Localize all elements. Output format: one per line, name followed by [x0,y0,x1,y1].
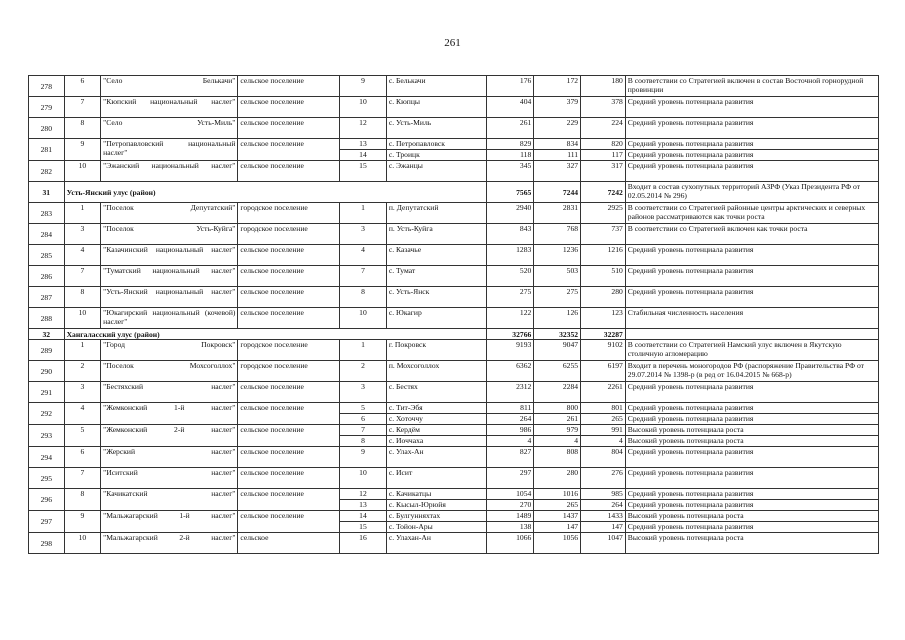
municipality-name: "Мальжагарский 2-й наслег" [101,533,238,554]
row-number: 279 [29,97,65,118]
table-row [29,340,879,361]
municipality-index: 6 [64,76,101,97]
settlement-index: 12 [340,118,387,139]
row-number: 282 [29,161,65,182]
municipality-index: 7 [64,266,101,287]
row-number: 281 [29,139,65,161]
settlement-name: п. Депутатский [386,203,486,224]
development-note: Стабильная численность населения [625,308,878,329]
population-2017: 123 [581,308,626,329]
settlement-name: с. Булгунняхтах [386,511,486,522]
page-number: 261 [444,37,461,49]
population-2016: 280 [534,468,581,489]
population-2016: 32352 [534,329,581,340]
population-2015: 176 [486,76,534,97]
settlement-name: с. Кюпцы [386,97,486,118]
municipality-name: "Жемконский 2-й наслег" [101,425,238,447]
population-2017: 6197 [581,361,626,382]
population-2015: 1066 [486,533,534,554]
population-2016: 979 [534,425,581,436]
population-2017: 147 [581,522,626,533]
population-2017: 991 [581,425,626,436]
settlement-name: г. Покровск [386,340,486,361]
municipality-type: городское поселение [238,361,340,382]
population-2016: 503 [534,266,581,287]
population-2016: 1236 [534,245,581,266]
municipality-name: "Кюпский национальный наслег" [101,97,238,118]
settlement-index: 3 [340,382,387,403]
population-2015: 7565 [486,182,534,203]
municipality-index: 10 [64,161,101,182]
settlement-name: с. Петропавловск [386,139,486,150]
district-note: Входит в состав сухопутных территорий АЗРФ (Указ Президента РФ от 02.05.2014 № 296) [625,182,878,203]
table-row [29,308,879,329]
municipality-index: 9 [64,139,101,161]
settlement-index: 3 [340,224,387,245]
population-2017: 32287 [581,329,626,340]
table-row [29,224,879,245]
municipality-index: 8 [64,118,101,139]
development-note: Средний уровень потенциала развития [625,468,878,489]
settlement-index: 9 [340,447,387,468]
table-row [29,118,879,139]
district-row [29,329,879,340]
population-2015: 2940 [486,203,534,224]
population-2017: 1047 [581,533,626,554]
population-2016: 7244 [534,182,581,203]
population-2017: 985 [581,489,626,500]
municipality-type: сельское поселение [238,489,340,511]
table-row [29,161,879,182]
table-row [29,97,879,118]
row-number: 284 [29,224,65,245]
municipality-name: "Эжанский национальный наслег" [101,161,238,182]
municipality-type: сельское поселение [238,468,340,489]
development-note: Средний уровень потенциала развития [625,118,878,139]
row-number: 287 [29,287,65,308]
development-note: Средний уровень потенциала развития [625,522,878,533]
settlement-name: с. Иоччаха [386,436,486,447]
municipality-index: 4 [64,403,101,425]
settlement-index: 8 [340,287,387,308]
development-note: Средний уровень потенциала развития [625,245,878,266]
table-row [29,287,879,308]
population-2016: 808 [534,447,581,468]
population-2015: 404 [486,97,534,118]
population-2017: 801 [581,403,626,414]
population-2016: 2831 [534,203,581,224]
row-number: 298 [29,533,65,554]
municipality-type: сельское [238,533,340,554]
development-note: Средний уровень потенциала развития [625,500,878,511]
table-row [29,533,879,554]
municipality-name: "Поселок Усть-Куйга" [101,224,238,245]
municipality-index: 2 [64,361,101,382]
table-row [29,203,879,224]
population-2015: 261 [486,118,534,139]
municipality-type: сельское поселение [238,161,340,182]
development-note: Средний уровень потенциала развития [625,161,878,182]
row-number: 280 [29,118,65,139]
settlement-index: 7 [340,425,387,436]
row-number: 283 [29,203,65,224]
table-row [29,266,879,287]
population-2015: 811 [486,403,534,414]
population-2015: 297 [486,468,534,489]
settlement-name: с. Юкагир [386,308,486,329]
settlement-name: с. Эжанцы [386,161,486,182]
population-2015: 2312 [486,382,534,403]
development-note: Высокий уровень потенциала роста [625,436,878,447]
population-2017: 117 [581,150,626,161]
district-number: 32 [29,329,65,340]
district-note [625,329,878,340]
settlement-index: 4 [340,245,387,266]
development-note: Средний уровень потенциала развития [625,266,878,287]
district-name: Хангаласский улус (район) [64,329,486,340]
population-2016: 379 [534,97,581,118]
municipality-type: городское поселение [238,224,340,245]
municipality-name: "Качикатский наслег" [101,489,238,511]
table-row [29,489,879,500]
municipality-index: 4 [64,245,101,266]
population-2017: 1216 [581,245,626,266]
municipality-index: 5 [64,425,101,447]
population-2015: 827 [486,447,534,468]
settlement-name: п. Мохсоголлох [386,361,486,382]
development-note: Высокий уровень потенциала роста [625,533,878,554]
development-note: Средний уровень потенциала развития [625,489,878,500]
population-2016: 1437 [534,511,581,522]
municipality-index: 8 [64,489,101,511]
population-2015: 345 [486,161,534,182]
table-row [29,245,879,266]
municipality-type: городское поселение [238,340,340,361]
row-number: 289 [29,340,65,361]
development-note: Высокий уровень потенциала роста [625,511,878,522]
municipality-name: "Казачинский национальный наслег" [101,245,238,266]
row-number: 286 [29,266,65,287]
settlement-name: с. Бестях [386,382,486,403]
population-2017: 510 [581,266,626,287]
population-2015: 829 [486,139,534,150]
population-2015: 9193 [486,340,534,361]
population-2017: 317 [581,161,626,182]
population-2017: 804 [581,447,626,468]
settlement-name: с. Тойон-Ары [386,522,486,533]
municipality-name: "Иситский наслег" [101,468,238,489]
population-2015: 138 [486,522,534,533]
development-note: Средний уровень потенциала развития [625,447,878,468]
district-number: 31 [29,182,65,203]
municipality-type: сельское поселение [238,76,340,97]
municipality-index: 1 [64,340,101,361]
population-2015: 986 [486,425,534,436]
development-note: Средний уровень потенциала развития [625,403,878,414]
population-2016: 172 [534,76,581,97]
settlement-index: 5 [340,403,387,414]
settlements-table [28,75,879,554]
table-row [29,425,879,436]
population-2016: 261 [534,414,581,425]
municipality-index: 9 [64,511,101,533]
population-2015: 275 [486,287,534,308]
population-2016: 275 [534,287,581,308]
development-note: Высокий уровень потенциала роста [625,425,878,436]
settlement-index: 1 [340,203,387,224]
settlement-index: 1 [340,340,387,361]
district-row [29,182,879,203]
settlement-index: 10 [340,97,387,118]
municipality-name: "Поселок Мохсоголлох" [101,361,238,382]
population-2015: 4 [486,436,534,447]
municipality-type: сельское поселение [238,308,340,329]
municipality-index: 7 [64,468,101,489]
municipality-name: "Жемконский 1-й наслег" [101,403,238,425]
municipality-type: сельское поселение [238,382,340,403]
row-number: 297 [29,511,65,533]
population-2016: 2284 [534,382,581,403]
settlement-index: 6 [340,414,387,425]
population-2016: 111 [534,150,581,161]
settlement-name: с. Тит-Эбя [386,403,486,414]
development-note: Средний уровень потенциала развития [625,139,878,150]
settlement-name: с. Улах-Ан [386,447,486,468]
settlement-name: с. Усть-Янск [386,287,486,308]
municipality-name: "Село Усть-Миль" [101,118,238,139]
population-2017: 9102 [581,340,626,361]
settlement-index: 9 [340,76,387,97]
municipality-index: 3 [64,224,101,245]
settlement-index: 7 [340,266,387,287]
population-2016: 126 [534,308,581,329]
row-number: 294 [29,447,65,468]
development-note: Средний уровень потенциала развития [625,414,878,425]
population-2015: 843 [486,224,534,245]
population-2016: 4 [534,436,581,447]
population-2017: 264 [581,500,626,511]
population-2016: 1016 [534,489,581,500]
municipality-name: "Усть-Янский национальный наслег" [101,287,238,308]
settlement-name: с. Белькачи [386,76,486,97]
municipality-type: городское поселение [238,203,340,224]
municipality-name: "Жерский наслег" [101,447,238,468]
municipality-name: "Юкагирский национальный (кочевой) наслег" [101,308,238,329]
population-2017: 224 [581,118,626,139]
development-note: Средний уровень потенциала развития [625,97,878,118]
municipality-type: сельское поселение [238,266,340,287]
population-2015: 118 [486,150,534,161]
municipality-type: сельское поселение [238,245,340,266]
municipality-type: сельское поселение [238,97,340,118]
settlement-index: 13 [340,139,387,150]
population-2016: 147 [534,522,581,533]
population-2016: 6255 [534,361,581,382]
settlement-index: 15 [340,522,387,533]
population-2015: 270 [486,500,534,511]
settlement-name: п. Усть-Куйга [386,224,486,245]
municipality-index: 7 [64,97,101,118]
population-2016: 800 [534,403,581,414]
development-note: В соответствии со Стратегией включен в состав Восточной горнорудной провинции [625,76,878,97]
municipality-type: сельское поселение [238,403,340,425]
municipality-type: сельское поселение [238,287,340,308]
row-number: 290 [29,361,65,382]
population-2017: 378 [581,97,626,118]
municipality-name: "Петропавловский национальный наслег" [101,139,238,161]
development-note: Входит в перечень моногородов РФ (распоряжение Правительства РФ от 29.07.2014 № 1398-р (в ред от 16.04.2015 № 668-р) [625,361,878,382]
population-2017: 180 [581,76,626,97]
row-number: 291 [29,382,65,403]
population-2017: 2925 [581,203,626,224]
population-2016: 229 [534,118,581,139]
table-row [29,139,879,150]
row-number: 285 [29,245,65,266]
settlement-index: 8 [340,436,387,447]
municipality-type: сельское поселение [238,118,340,139]
municipality-name: "Бестяхский наслег" [101,382,238,403]
population-2016: 768 [534,224,581,245]
table-row [29,403,879,414]
population-2015: 1489 [486,511,534,522]
municipality-index: 10 [64,308,101,329]
development-note: Средний уровень потенциала развития [625,287,878,308]
population-2017: 820 [581,139,626,150]
population-2015: 1054 [486,489,534,500]
table-row [29,447,879,468]
population-2017: 276 [581,468,626,489]
table-row [29,361,879,382]
population-2017: 280 [581,287,626,308]
population-2017: 737 [581,224,626,245]
table-row [29,76,879,97]
row-number: 295 [29,468,65,489]
development-note: В соответствии со Стратегией включен как точки роста [625,224,878,245]
row-number: 293 [29,425,65,447]
population-2017: 7242 [581,182,626,203]
municipality-name: "Туматский национальный наслег" [101,266,238,287]
population-2016: 9047 [534,340,581,361]
settlement-index: 12 [340,489,387,500]
municipality-type: сельское поселение [238,425,340,447]
municipality-index: 3 [64,382,101,403]
municipality-index: 1 [64,203,101,224]
settlement-index: 10 [340,308,387,329]
settlement-name: с. Троицк [386,150,486,161]
settlement-name: с. Кысыл-Юрюйя [386,500,486,511]
settlement-index: 14 [340,150,387,161]
population-2017: 265 [581,414,626,425]
municipality-type: сельское поселение [238,139,340,161]
population-2016: 834 [534,139,581,150]
settlement-index: 10 [340,468,387,489]
settlement-index: 16 [340,533,387,554]
table-row [29,468,879,489]
settlement-name: с. Улахан-Ан [386,533,486,554]
settlement-index: 2 [340,361,387,382]
development-note: В соответствии со Стратегией районные центры арктических и северных районов рассматриваются как точки роста [625,203,878,224]
row-number: 292 [29,403,65,425]
population-2016: 265 [534,500,581,511]
district-name: Усть-Янский улус (район) [64,182,486,203]
population-2015: 264 [486,414,534,425]
settlement-name: с. Кердём [386,425,486,436]
population-2015: 32766 [486,329,534,340]
population-2015: 122 [486,308,534,329]
row-number: 278 [29,76,65,97]
development-note: Средний уровень потенциала развития [625,382,878,403]
population-2017: 4 [581,436,626,447]
municipality-index: 8 [64,287,101,308]
municipality-name: "Город Покровск" [101,340,238,361]
settlement-name: с. Тумат [386,266,486,287]
population-2015: 6362 [486,361,534,382]
settlement-index: 15 [340,161,387,182]
table-row [29,511,879,522]
population-2016: 327 [534,161,581,182]
settlement-name: с. Усть-Миль [386,118,486,139]
settlement-index: 14 [340,511,387,522]
municipality-type: сельское поселение [238,511,340,533]
row-number: 296 [29,489,65,511]
municipality-name: "Мальжагарский 1-й наслег" [101,511,238,533]
municipality-name: "Село Белькачи" [101,76,238,97]
settlement-name: с. Казачье [386,245,486,266]
municipality-index: 6 [64,447,101,468]
population-2015: 520 [486,266,534,287]
population-2016: 1056 [534,533,581,554]
municipality-index: 10 [64,533,101,554]
settlement-name: с. Качикатцы [386,489,486,500]
population-2017: 2261 [581,382,626,403]
development-note: В соответствии со Стратегией Намский улус включен в Якутскую столичную агломерацию [625,340,878,361]
population-2015: 1283 [486,245,534,266]
row-number: 288 [29,308,65,329]
population-2017: 1433 [581,511,626,522]
table-row [29,382,879,403]
municipality-name: "Поселок Депутатский" [101,203,238,224]
settlement-index: 13 [340,500,387,511]
municipality-type: сельское поселение [238,447,340,468]
settlement-name: с. Хоточчу [386,414,486,425]
settlement-name: с. Исит [386,468,486,489]
development-note: Средний уровень потенциала развития [625,150,878,161]
